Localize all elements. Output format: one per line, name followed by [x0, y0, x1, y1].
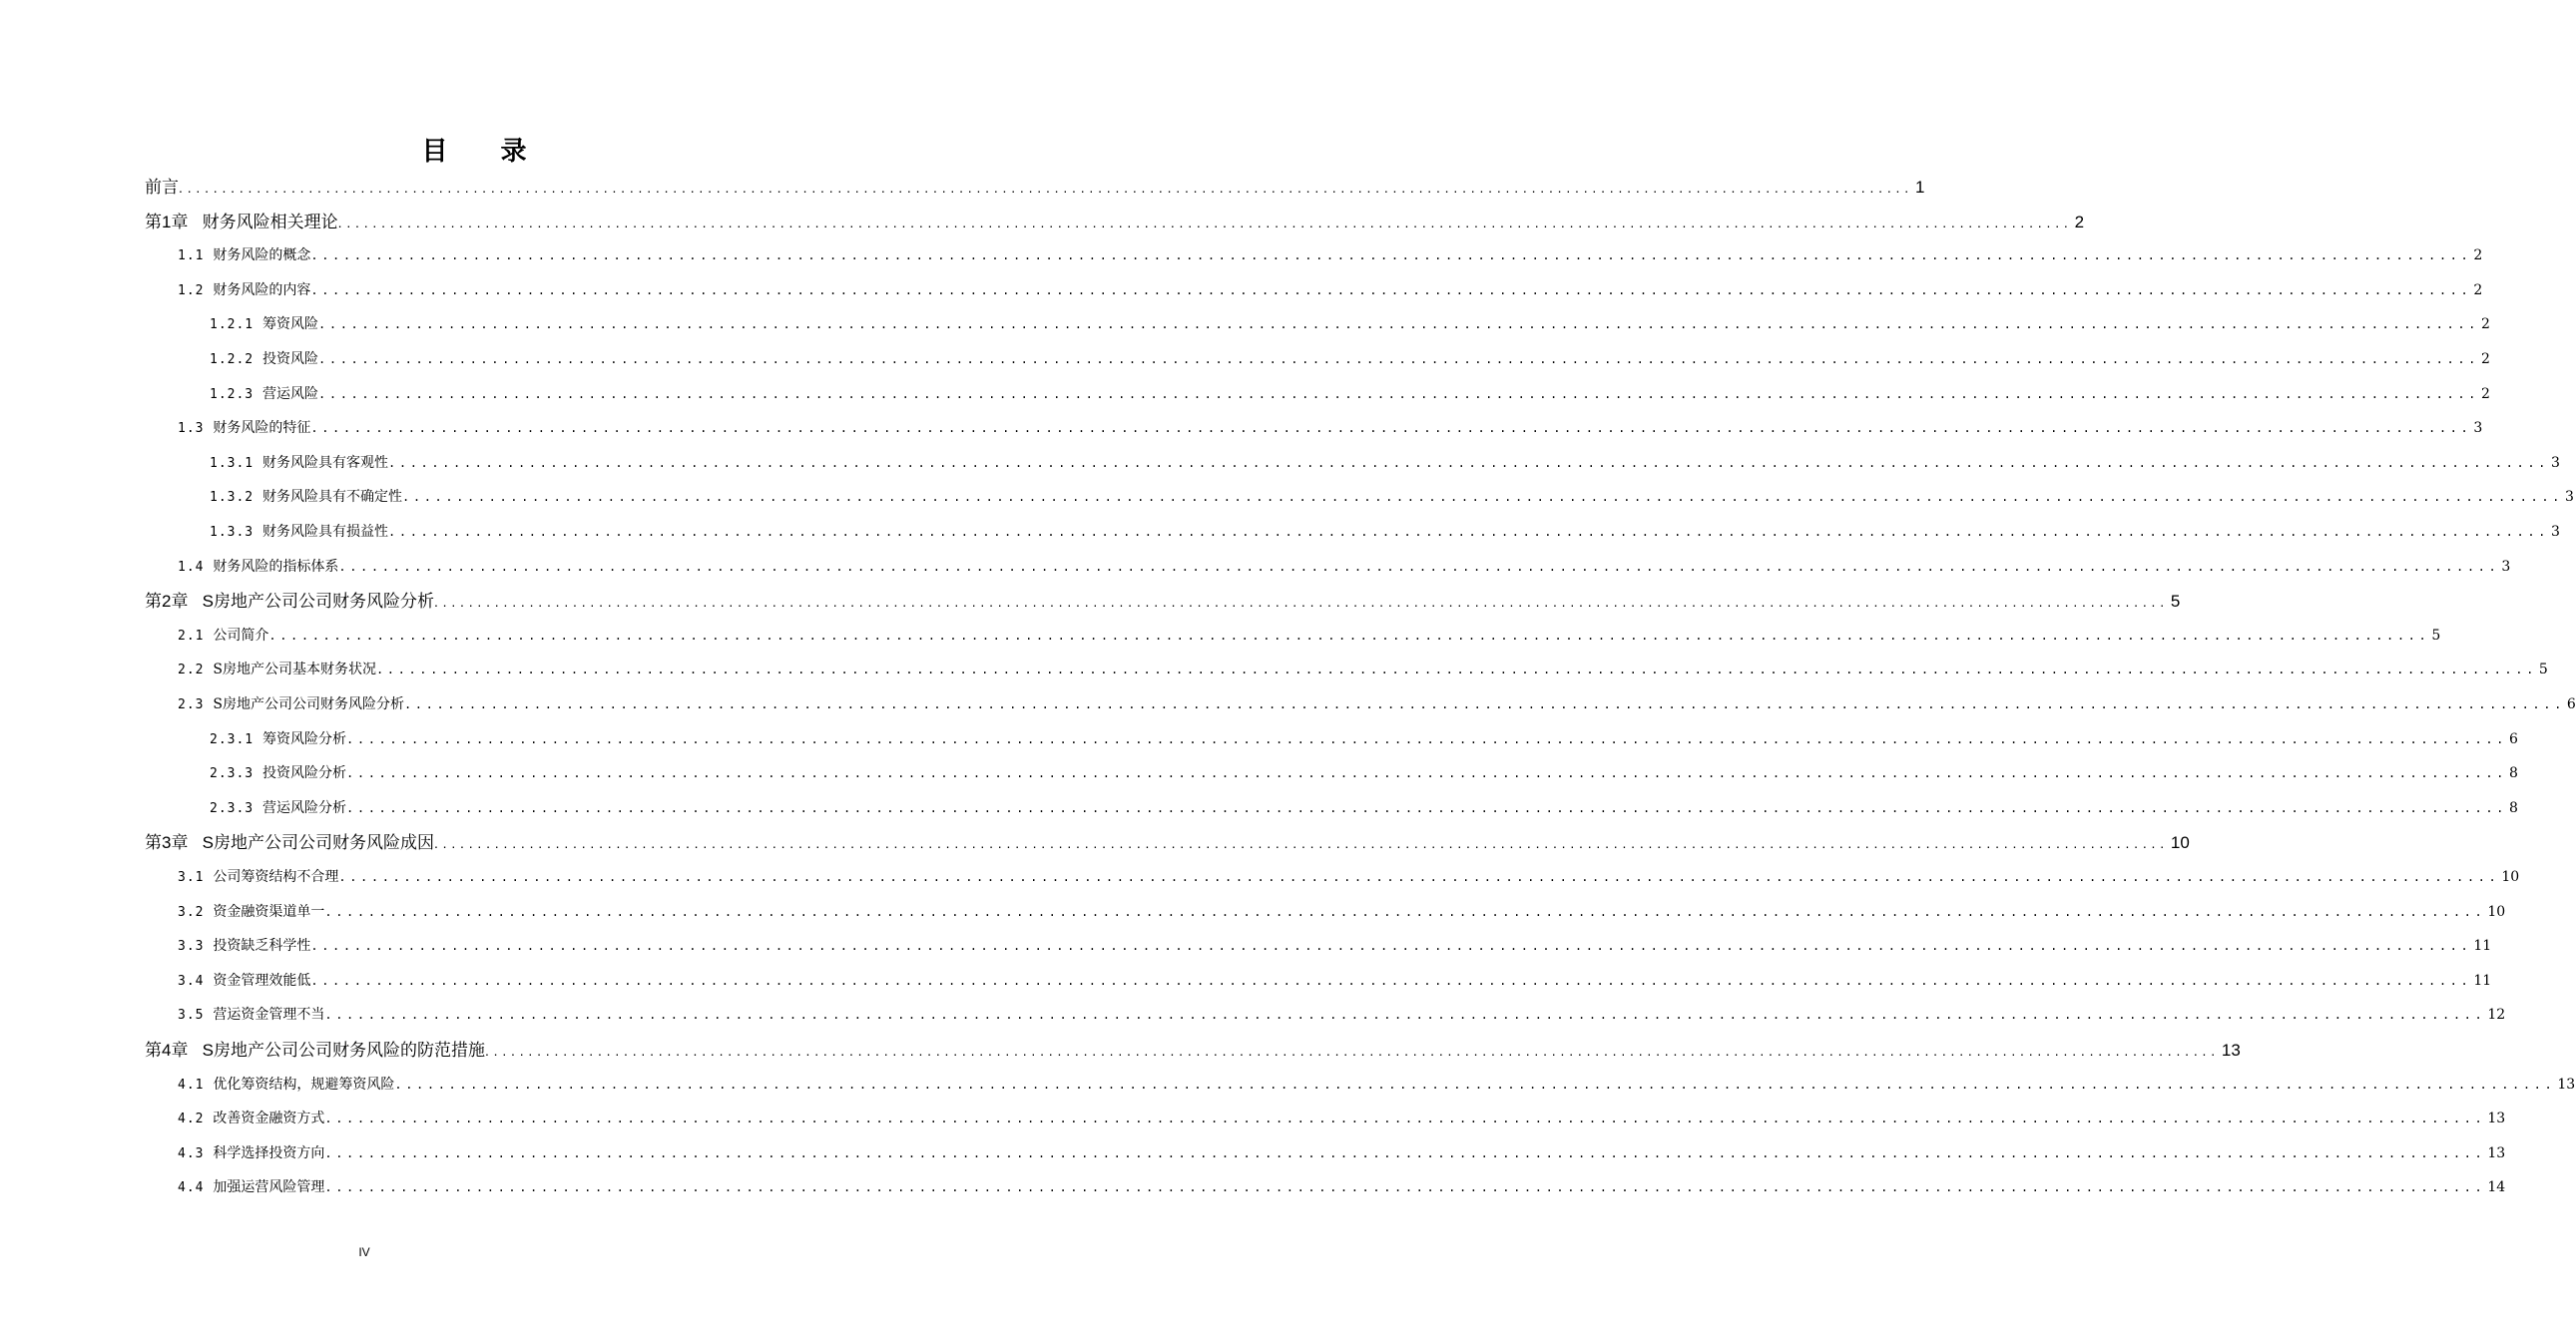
- toc-entry-number: 3.5: [178, 1008, 205, 1024]
- toc-leader-dots: ........................................................................................................................................................................................................: [484, 1043, 2220, 1059]
- toc-entry[interactable]: [210, 486, 2574, 509]
- toc-entry-text: 筹资风险: [262, 316, 319, 333]
- toc-entry-page: 11: [2473, 938, 2492, 955]
- toc-entry-number: 第4章: [145, 1041, 189, 1060]
- toc-entry[interactable]: [210, 348, 2490, 371]
- toc-entry[interactable]: [145, 831, 2190, 855]
- toc-entry-page: 3: [2550, 454, 2560, 471]
- toc-leader-dots: ........................................................................................................................................................................................................: [324, 1008, 2486, 1023]
- toc-entry-page: 5: [2538, 662, 2548, 678]
- toc-entry-page: 3: [2564, 489, 2574, 506]
- toc-leader-dots: ........................................................................................................................................................................................................: [338, 870, 2500, 884]
- toc-entry-text: 财务风险的内容: [213, 281, 311, 298]
- toc-entry-text: 资金管理效能低: [213, 972, 311, 989]
- toc-entry-label: [178, 935, 310, 958]
- toc-leader-dots: ........................................................................................................................................................................................................: [433, 594, 2169, 611]
- toc-entry-page: 10: [2501, 869, 2520, 885]
- toc-entry-label: [178, 625, 268, 648]
- toc-entry-number: 1.2: [178, 282, 205, 298]
- toc-entry-gap: [188, 1041, 202, 1060]
- toc-entry[interactable]: [145, 590, 2181, 614]
- toc-entry-page: 2: [2074, 212, 2085, 231]
- toc-entry-page: 2: [2480, 351, 2490, 367]
- toc-entry-text: 优化筹资结构，规避筹资风险: [213, 1076, 395, 1093]
- toc-leader-dots: ........................................................................................................................................................................................................: [388, 525, 2549, 539]
- toc-entry[interactable]: [145, 1039, 2241, 1063]
- toc-entry-text: 改善资金融资方式: [213, 1111, 325, 1127]
- toc-entry-page: 1: [1914, 178, 1925, 197]
- toc-entry-text: S房地产公司公司财务风险分析: [213, 696, 404, 712]
- toc-entry-number: 1.3.1: [210, 455, 255, 471]
- toc-entry-text: 财务风险具有不确定性: [262, 489, 403, 506]
- toc-entry-text: 公司简介: [213, 627, 269, 644]
- toc-entry-page: 2: [2480, 385, 2490, 402]
- toc-entry-page: 14: [2487, 1179, 2506, 1196]
- toc-entry[interactable]: [210, 728, 2518, 751]
- toc-entry-page: 6: [2566, 696, 2576, 712]
- toc-leader-dots: ........................................................................................................................................................................................................: [402, 490, 2563, 505]
- toc-entry-text: 营运资金管理不当: [213, 1007, 325, 1024]
- toc-entry-gap: [188, 592, 202, 611]
- toc-entry-gap: [254, 731, 262, 747]
- toc-entry-text: 投资风险: [262, 351, 319, 367]
- toc-entry-page: 5: [2431, 627, 2441, 644]
- toc-entry[interactable]: [178, 1108, 2506, 1130]
- toc-entry[interactable]: [178, 279, 2483, 302]
- toc-entry-number: 3.1: [178, 870, 205, 885]
- toc-entry-label: [178, 1142, 324, 1165]
- toc-entry-number: 4.3: [178, 1145, 205, 1161]
- toc-leader-dots: ........................................................................................................................................................................................................: [318, 317, 2479, 332]
- toc-entry-label: [178, 659, 376, 681]
- toc-entry-gap: [254, 386, 262, 402]
- toc-entry-page: 11: [2473, 972, 2492, 989]
- toc-entry-number: 4.1: [178, 1077, 205, 1093]
- toc-entry-label: [210, 521, 388, 544]
- toc-entry-label: [210, 762, 346, 785]
- toc-entry-page: 3: [2501, 558, 2511, 575]
- toc-leader-dots: ........................................................................................................................................................................................................: [337, 214, 2073, 230]
- toc-leader-dots: ........................................................................................................................................................................................................: [310, 248, 2472, 263]
- toc-entry-number: 第3章: [145, 833, 189, 853]
- toc-entry-label: [145, 176, 179, 200]
- toc-entry-page: 12: [2487, 1007, 2506, 1024]
- toc-entry-gap: [254, 351, 262, 367]
- toc-entry[interactable]: [178, 556, 2511, 579]
- toc-entry-number: 1.3.3: [210, 525, 255, 540]
- toc-leader-dots: ........................................................................................................................................................................................................: [324, 1145, 2486, 1160]
- toc-entry[interactable]: [178, 244, 2483, 267]
- toc-entry[interactable]: [178, 970, 2492, 993]
- toc-entry[interactable]: [145, 176, 1925, 200]
- toc-entry-page: 6: [2508, 730, 2518, 747]
- toc-entry-number: 1.4: [178, 559, 205, 575]
- toc-entry-text: 科学选择投资方向: [213, 1144, 325, 1161]
- toc-leader-dots: ........................................................................................................................................................................................................: [310, 282, 2472, 297]
- toc-entry-text: 财务风险具有损益性: [262, 524, 389, 540]
- toc-entry[interactable]: [178, 935, 2492, 958]
- toc-entry-page: 8: [2508, 799, 2518, 816]
- toc-entry-number: 第2章: [145, 592, 189, 612]
- toc-entry-text: 投资缺乏科学性: [213, 938, 311, 955]
- toc-entry[interactable]: [178, 417, 2483, 440]
- toc-entry[interactable]: [210, 797, 2518, 820]
- toc-entry-page: 13: [2487, 1144, 2506, 1161]
- toc-leader-dots: ........................................................................................................................................................................................................: [310, 973, 2472, 988]
- toc-entry-text: 前言: [145, 178, 179, 197]
- toc-entry-text: S房地产公司公司财务风险分析: [202, 592, 434, 612]
- toc-leader-dots: ........................................................................................................................................................................................................: [318, 386, 2479, 401]
- toc-entry-label: [178, 417, 310, 440]
- toc-entry[interactable]: [210, 521, 2560, 544]
- toc-entry-page: 10: [2170, 833, 2190, 853]
- toc-entry-page: 13: [2487, 1111, 2506, 1127]
- toc-entry-label: [210, 383, 318, 406]
- toc-entry-text: 财务风险的指标体系: [213, 558, 339, 575]
- toc-entry-number: 2.3.1: [210, 731, 255, 747]
- toc-entry-number: 2.3.3: [210, 800, 255, 816]
- toc-entry-gap: [254, 489, 262, 505]
- toc-entry[interactable]: [210, 313, 2490, 336]
- toc-entry-label: [145, 590, 434, 614]
- toc-entry-number: 1.1: [178, 248, 205, 264]
- toc-entry-label: [178, 1108, 324, 1130]
- toc-entry-text: 公司筹资结构不合理: [213, 869, 339, 885]
- toc-leader-dots: ........................................................................................................................................................................................................: [324, 1112, 2486, 1126]
- toc-entry-page: 2: [2473, 281, 2483, 298]
- toc-entry-text: S房地产公司基本财务状况: [213, 662, 376, 678]
- toc-leader-dots: ........................................................................................................................................................................................................: [310, 939, 2472, 954]
- toc-entry-label: [178, 901, 324, 924]
- toc-entry-label: [210, 348, 318, 371]
- toc-entry-text: 加强运营风险管理: [213, 1179, 325, 1196]
- toc-entry[interactable]: [210, 383, 2490, 406]
- toc-leader-dots: ........................................................................................................................................................................................................: [310, 421, 2472, 436]
- toc-entry-number: 1.2.1: [210, 317, 255, 333]
- toc-entry-number: 第1章: [145, 212, 189, 231]
- toc-entry-page: 5: [2170, 592, 2181, 612]
- toc-entry-page: 2: [2473, 247, 2483, 264]
- toc-entry-text: S房地产公司公司财务风险的防范措施: [202, 1041, 485, 1060]
- toc-entry-number: 2.2: [178, 663, 205, 678]
- page-number: IV: [358, 1245, 370, 1259]
- toc-leader-dots: ........................................................................................................................................................................................................: [318, 352, 2479, 366]
- toc-entry-page: 10: [2487, 903, 2506, 920]
- toc-entry-number: 2.3: [178, 697, 205, 712]
- toc-entry-label: [178, 970, 310, 993]
- toc-entry-number: 3.4: [178, 973, 205, 989]
- toc-entry-gap: [254, 800, 262, 816]
- toc-entry-text: 财务风险的概念: [213, 247, 311, 264]
- toc-entry-label: [145, 831, 434, 855]
- toc-entry-text: S房地产公司公司财务风险成因: [202, 833, 434, 853]
- toc-entry-label: [178, 1176, 324, 1199]
- toc-entry-label: [145, 1039, 485, 1063]
- toc-entry-number: 2.1: [178, 628, 205, 644]
- toc-entry-text: 投资风险分析: [262, 765, 347, 782]
- toc-entry-number: 3.2: [178, 904, 205, 920]
- toc-leader-dots: ........................................................................................................................................................................................................: [179, 180, 1913, 196]
- toc-entry-label: [178, 279, 310, 302]
- toc-entry-text: 财务风险相关理论: [202, 212, 338, 231]
- toc-entry[interactable]: [178, 901, 2506, 924]
- toc-entry[interactable]: [145, 211, 2085, 234]
- toc-entry-page: 8: [2508, 765, 2518, 782]
- toc-entry-number: 1.2.3: [210, 386, 255, 402]
- toc-leader-dots: ........................................................................................................................................................................................................: [388, 455, 2549, 470]
- toc-entry-page: 3: [2550, 524, 2560, 540]
- toc-entry-gap: [254, 316, 262, 332]
- toc-entry-text: 筹资风险分析: [262, 730, 347, 747]
- toc-entry-label: [178, 556, 338, 579]
- toc-entry[interactable]: [178, 866, 2520, 889]
- toc-entry-number: 4.4: [178, 1180, 205, 1196]
- toc-entry-gap: [254, 455, 262, 471]
- toc-leader-dots: ........................................................................................................................................................................................................: [394, 1077, 2556, 1092]
- toc-entry-number: 3.3: [178, 939, 205, 955]
- toc-entry-label: [178, 693, 404, 716]
- toc-entry-text: 财务风险具有客观性: [262, 454, 389, 471]
- toc-entry[interactable]: [178, 1142, 2506, 1165]
- toc-title: 目 录: [421, 137, 549, 167]
- toc-entry-number: 1.3: [178, 421, 205, 437]
- toc-entry[interactable]: [178, 1176, 2506, 1199]
- toc-entry-page: 13: [2557, 1076, 2576, 1093]
- toc-entry[interactable]: [178, 1004, 2506, 1027]
- toc-entry-gap: [188, 213, 202, 231]
- toc-leader-dots: ........................................................................................................................................................................................................: [324, 904, 2486, 919]
- toc-leader-dots: ........................................................................................................................................................................................................: [268, 628, 2430, 643]
- toc-entry-gap: [254, 765, 262, 781]
- toc-entry-label: [145, 211, 338, 234]
- toc-entry-number: 2.3.3: [210, 766, 255, 782]
- toc-entry[interactable]: [178, 659, 2548, 681]
- toc-entry-label: [210, 486, 402, 509]
- toc-entry-label: [178, 1004, 324, 1027]
- toc-leader-dots: ........................................................................................................................................................................................................: [346, 800, 2507, 815]
- toc-entry-text: 资金融资渠道单一: [213, 903, 325, 920]
- toc-leader-dots: ........................................................................................................................................................................................................: [346, 731, 2507, 746]
- toc-entry-text: 财务风险的特征: [213, 420, 311, 437]
- toc-entry-gap: [254, 524, 262, 540]
- toc-entry[interactable]: [210, 452, 2560, 475]
- toc-entry-label: [210, 797, 346, 820]
- toc-entry-text: 营运风险分析: [262, 799, 347, 816]
- toc-entry-label: [210, 452, 388, 475]
- toc-leader-dots: ........................................................................................................................................................................................................: [346, 766, 2507, 781]
- toc-leader-dots: ........................................................................................................................................................................................................: [375, 663, 2537, 677]
- toc-entry-label: [210, 728, 346, 751]
- toc-leader-dots: ........................................................................................................................................................................................................: [433, 835, 2169, 852]
- toc-entry-page: 13: [2221, 1041, 2241, 1060]
- toc-entry-label: [178, 1074, 394, 1097]
- toc-entry-text: 营运风险: [262, 385, 319, 402]
- toc-entry[interactable]: [178, 693, 2576, 716]
- toc-entry[interactable]: [178, 1074, 2576, 1097]
- toc-entry[interactable]: [210, 762, 2518, 785]
- toc-entry-label: [178, 244, 310, 267]
- toc-entry-page: 2: [2480, 316, 2490, 333]
- toc-entry-number: 1.3.2: [210, 490, 255, 506]
- toc-entry-page: 3: [2473, 420, 2483, 437]
- toc-leader-dots: ........................................................................................................................................................................................................: [338, 559, 2500, 574]
- toc-entry-label: [210, 313, 318, 336]
- toc-leader-dots: ........................................................................................................................................................................................................: [403, 697, 2565, 711]
- toc-entry-number: 4.2: [178, 1112, 205, 1127]
- toc-entry-label: [178, 866, 338, 889]
- toc-entry-number: 1.2.2: [210, 352, 255, 367]
- toc-leader-dots: ........................................................................................................................................................................................................: [324, 1180, 2486, 1195]
- toc-entry[interactable]: [178, 625, 2441, 648]
- toc-entry-gap: [188, 833, 202, 852]
